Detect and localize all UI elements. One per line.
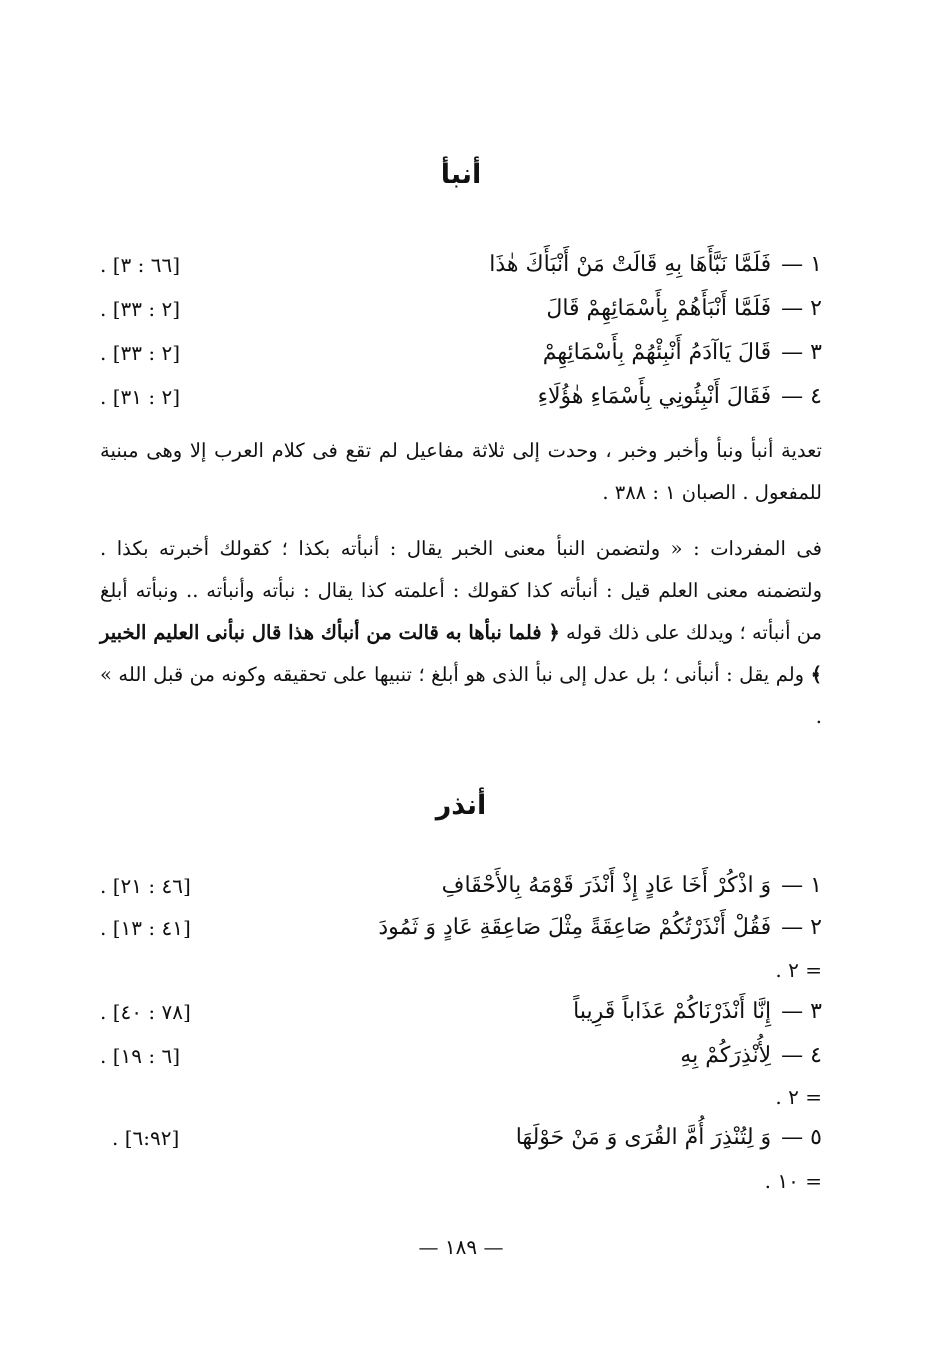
verse-number: ٢ — [781,915,822,940]
verse-row [100,247,822,283]
verse-number: ٢ — [781,296,822,321]
verse-content: فَلَمَّا أَنْبَأَهُمْ بِأَسْمَائِهِمْ قَالَ [546,296,772,321]
verse-reference: [٦٦ : ٣] . [100,253,181,277]
verse-row [100,910,822,946]
page [100,0,822,1357]
verse-row [100,1120,822,1156]
verse-row [100,868,822,904]
verse-number: ١ — [781,873,822,898]
verse-number: ٤ — [781,384,822,409]
verse-row [100,994,822,1030]
occurrence-count: = ٢ . [775,1085,822,1109]
verse-text [442,868,822,904]
verse-content: فَقَالَ أَنْبِئُونِي بِأَسْمَاءِ هٰؤُلَاءِ [537,384,772,409]
section-title: أنبأ [440,159,482,190]
verse-content: وَ اذْكُرْ أَخَا عَادٍ إِذْ أَنْذَرَ قَوْمَهُ بِالأَحْقَافِ [441,873,772,898]
verse-text [489,247,822,283]
verse-reference: [٢ : ٣١] . [100,385,181,409]
quote-text: فى المفردات : « ولتضمن النبأ معنى الخبر يقال : أنبأته بكذا ؛ كقولك أخبرته بكذا . ولتضمنه معنى العلم قيل : أنبأته كذا كقولك : أعلمته كذا يقال : نبأته وأنبأته .. ونبأته أبلغ من أنبأته ؛ ويدلك على ذلك قوله [100,537,822,644]
verse-reference: [٧٨ : ٤٠] . [100,1000,191,1024]
page-number: — ١٨٩ — [418,1235,504,1259]
verse-content: فَقُلْ أَنْذَرْتُكُمْ صَاعِقَةً مِثْلَ صَاعِقَةِ عَادٍ وَ ثَمُودَ [378,915,772,940]
verse-reference: [٢ : ٣٣] . [100,341,181,365]
verse-number: ١ — [781,252,822,277]
verse-content: فَلَمَّا نَبَّأَهَا بِهِ قَالَتْ مَنْ أَنْبَأَكَ هٰذَا [489,252,772,277]
verse-text [378,910,822,946]
verse-reference: [٤١ : ١٣] . [100,916,191,940]
verse-reference: [٦:٩٢] . [112,1126,180,1150]
verse-row [100,1038,822,1074]
verse-text [538,379,822,415]
verse-reference: [٦ : ١٩] . [100,1044,181,1068]
note-paragraph: تعدية أنبأ ونبأ وأخبر وخبر ، وحدت إلى ثلاثة مفاعيل لم تقع فى كلام العرب إلا وهى مبنية للمفعول . الصبان ١ : ٣٨٨ . [100,439,822,504]
quote-paragraph [100,528,822,738]
verse-number: ٤ — [781,1043,822,1068]
verse-content: وَ لِتُنْذِرَ أُمَّ القُرَى وَ مَنْ حَوْلَهَا [515,1125,772,1150]
quran-quote: ﴿ فلما نبأها به قالت من أنبأك هذا قال نبأنى العليم الخبير ﴾ [100,621,823,686]
verse-number: ٥ — [781,1125,822,1150]
occurrence-count: = ٢ . [775,958,822,982]
verse-reference: [٤٦ : ٢١] . [100,874,191,898]
verse-row [100,335,822,371]
verse-row [100,379,822,415]
verse-content: لِأُنْذِرَكُمْ بِهِ [680,1043,772,1068]
quote-text: ولم يقل : أنبأنى ؛ بل عدل إلى نبأ الذى هو أبلغ ؛ تنبيها على تحقيقه وكونه من قبل الله » . [100,663,822,728]
verse-number: ٣ — [781,340,822,365]
section-title: أنذر [435,790,487,821]
verse-content: إِنَّا أَنْذَرْنَاكُمْ عَذَاباً قَرِيباً [573,999,772,1024]
verse-reference: [٢ : ٣٣] . [100,297,181,321]
verse-row [100,291,822,327]
verse-content: قَالَ يَاآدَمُ أَنْبِئْهُمْ بِأَسْمَائِهِمْ [542,340,772,365]
verse-text [543,335,822,371]
verse-text [680,1038,822,1074]
verse-text [546,291,822,327]
verse-number: ٣ — [781,999,822,1024]
occurrence-count: = ١٠ . [764,1169,822,1193]
verse-text [516,1120,822,1156]
verse-text [573,994,822,1030]
